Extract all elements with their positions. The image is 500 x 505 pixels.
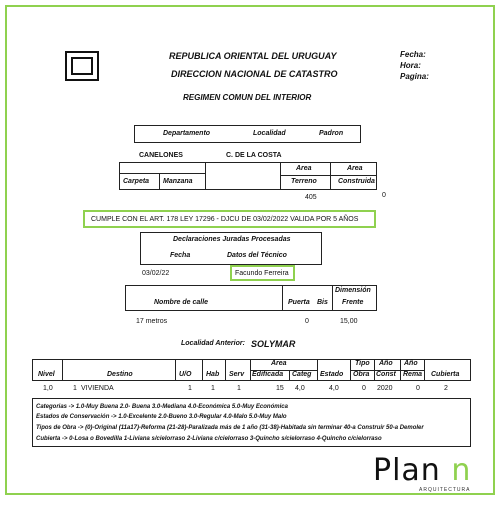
departamento-label: Departamento bbox=[163, 130, 211, 137]
col-rema: Rema bbox=[403, 371, 423, 378]
construida-value: 0 bbox=[382, 192, 386, 199]
catastro-logo bbox=[65, 51, 99, 81]
calle-dimension-label: Dimensión bbox=[335, 287, 371, 294]
declaraciones-fecha: 03/02/22 bbox=[142, 270, 170, 277]
col-ano2: Año bbox=[404, 360, 418, 367]
declaraciones-fecha-label: Fecha bbox=[170, 252, 191, 259]
terreno-label: Terreno bbox=[291, 178, 317, 185]
row-const: 2020 bbox=[377, 385, 393, 392]
manzana-label: Manzana bbox=[163, 178, 193, 185]
col-estado: Estado bbox=[320, 371, 344, 378]
legend-categorias: Categorias -> 1.0-Muy Buena 2.0- Buena 3.0-Mediana 4.0-Económica 5.0-Muy Económica bbox=[36, 404, 288, 410]
row-nivel: 1,0 bbox=[43, 385, 53, 392]
col-const: Const bbox=[376, 371, 396, 378]
calle-puerta-label: Puerta bbox=[288, 299, 310, 306]
compliance-text: CUMPLE CON EL ART. 178 LEY 17296 - DJCU DE 03/02/2022 VALIDA POR 5 AÑOS bbox=[91, 216, 359, 223]
localidad-label: Localidad bbox=[253, 130, 286, 137]
carpeta-label: Carpeta bbox=[123, 178, 150, 185]
localidad-anterior-value: SOLYMAR bbox=[251, 339, 296, 349]
hora-label: Hora: bbox=[400, 61, 421, 70]
row-cubierta: 2 bbox=[444, 385, 448, 392]
departamento-value: CANELONES bbox=[139, 152, 183, 159]
localidad-anterior-label: Localidad Anterior: bbox=[181, 340, 245, 347]
regime-title: REGIMEN COMUN DEL INTERIOR bbox=[183, 93, 312, 102]
row-destino: VIVIENDA bbox=[81, 385, 114, 392]
col-destino: Destino bbox=[107, 371, 133, 378]
declaraciones-title: Declaraciones Juradas Procesadas bbox=[173, 236, 291, 243]
calle-frente-label: Frente bbox=[342, 299, 364, 306]
col-hab: Hab bbox=[206, 371, 220, 378]
header-line1: REPUBLICA ORIENTAL DEL URUGUAY bbox=[169, 51, 337, 61]
calle-frente: 15,00 bbox=[340, 318, 358, 325]
header-line2: DIRECCION NACIONAL DE CATASTRO bbox=[171, 69, 338, 79]
fecha-label: Fecha: bbox=[400, 50, 426, 59]
row-obra: 0 bbox=[362, 385, 366, 392]
col-categ: Categ bbox=[292, 371, 312, 378]
row-categ: 4,0 bbox=[295, 385, 305, 392]
row-estado: 4,0 bbox=[329, 385, 339, 392]
calle-bis-label: Bis bbox=[317, 299, 328, 306]
plan-n-subtitle: ARQUITECTURA bbox=[419, 487, 471, 493]
calle-puerta: 0 bbox=[305, 318, 309, 325]
col-serv: Serv bbox=[229, 371, 245, 378]
padron-label: Padron bbox=[319, 130, 344, 137]
compliance-highlight bbox=[83, 210, 376, 228]
row-hab: 1 bbox=[211, 385, 215, 392]
legend-tipos-obra: Tipos de Obra -> (0)-Original (11a17)-Reforma (21-28)-Paralizada más de 1 año (31-38)-Habitada sin terminar 40-a Construir 50-a Demoler bbox=[36, 425, 424, 431]
tecnico-highlight bbox=[230, 265, 295, 281]
col-nivel: Nivel bbox=[38, 371, 55, 378]
legend-estados: Estados de Conservación -> 1.0-Excelente 2.0-Bueno 3.0-Regular 4.0-Malo 5.0-Muy Malo bbox=[36, 414, 287, 420]
terreno-value: 405 bbox=[305, 194, 317, 201]
col-cubierta: Cubierta bbox=[431, 371, 460, 378]
row-uo: 1 bbox=[188, 385, 192, 392]
col-ano1: Año bbox=[379, 360, 393, 367]
calle-nombre: 17 metros bbox=[136, 318, 168, 325]
area-label-2: Area bbox=[347, 165, 363, 172]
document-page bbox=[5, 5, 495, 495]
localidad-value: C. DE LA COSTA bbox=[226, 152, 282, 159]
pagina-label: Pagina: bbox=[400, 72, 429, 81]
col-edificada: Edificada bbox=[252, 371, 284, 378]
row-num: 1 bbox=[73, 385, 77, 392]
declaraciones-tecnico-label: Datos del Técnico bbox=[227, 252, 287, 259]
row-edificada: 15 bbox=[276, 385, 284, 392]
row-rema: 0 bbox=[416, 385, 420, 392]
col-uo: U/O bbox=[179, 371, 192, 378]
declaraciones-tecnico: Facundo Ferreira bbox=[235, 270, 289, 277]
plan-n-logo: Plan n bbox=[373, 453, 472, 488]
col-obra: Obra bbox=[353, 371, 370, 378]
col-tipo: Tipo bbox=[355, 360, 370, 367]
area-table bbox=[119, 162, 377, 190]
calle-nombre-label: Nombre de calle bbox=[154, 299, 209, 306]
area-label: Area bbox=[296, 165, 312, 172]
col-area: Area bbox=[271, 360, 287, 367]
row-serv: 1 bbox=[237, 385, 241, 392]
construida-label: Construida bbox=[338, 178, 375, 185]
legend-cubierta: Cubierta -> 0-Losa o Bovedilla 1-Liviana s/cielorraso 2-Liviana c/cielorraso 3-Quincho s/cielorraso 4-Quincho c/cielorraso bbox=[36, 436, 382, 442]
